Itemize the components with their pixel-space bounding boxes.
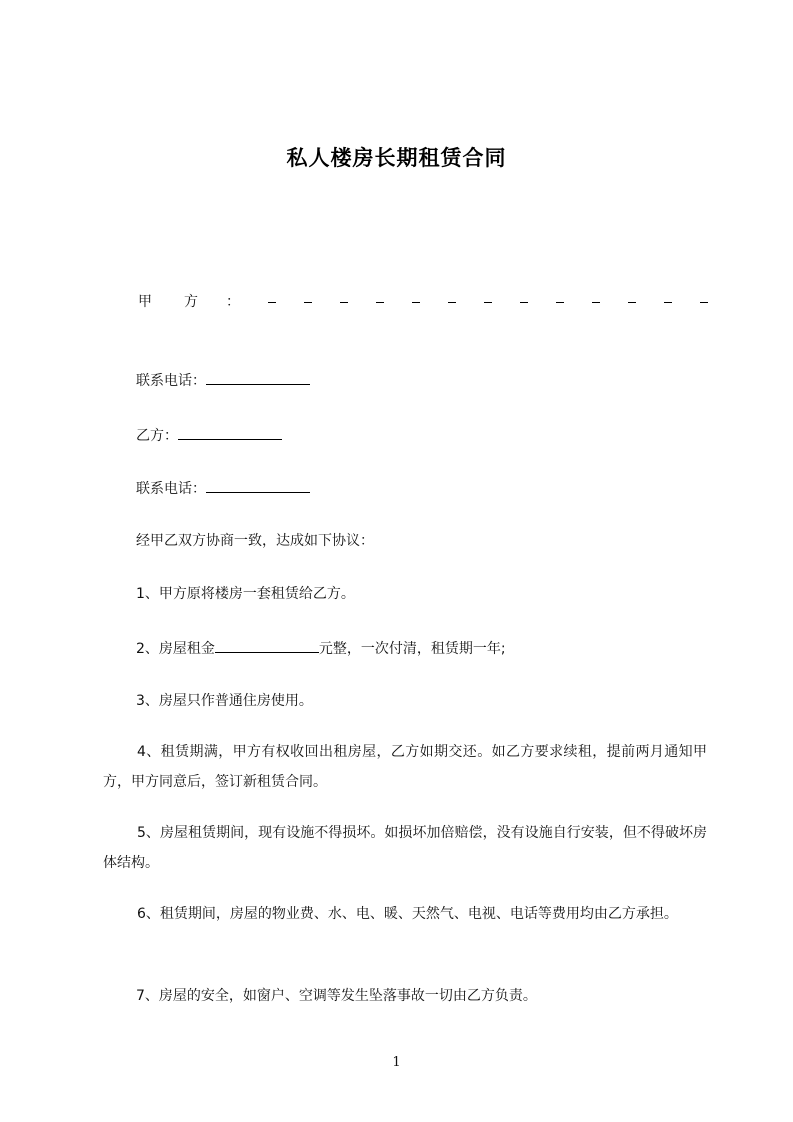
party-a-colon: ： [226,294,240,310]
clause-2-suffix: 元整，一次付清，租赁期一年; [318,641,506,657]
intro-text: 经甲乙双方协商一致，达成如下协议： [136,533,374,549]
party-b-line [136,425,282,446]
clause-2 [136,638,506,659]
clause-1: 1、甲方原将楼房一套租赁给乙方。 [136,586,355,602]
page-title: 私人楼房长期租赁合同 [286,146,507,170]
rent-amount-blank[interactable] [215,638,319,653]
contact-a-line [136,370,310,391]
clause-7: 7、房屋的安全，如窗户、空调等发生坠落事故一切由乙方负责。 [136,988,537,1004]
contact-a-label: 联系电话： [136,373,206,389]
clause-6: 6、租赁期间，房屋的物业费、水、电、暖、天然气、电视、电话等费用均由乙方承担。 [137,906,678,922]
contact-a-blank[interactable] [206,370,310,385]
party-b-blank[interactable] [178,425,282,440]
contact-b-blank[interactable] [206,478,310,493]
clause-5: 5、房屋租赁期间，现有设施不得损坏。如损坏加倍赔偿，没有设施自行安装，但不得破坏房体结构。 [103,825,707,871]
clause-3: 3、房屋只作普通住房使用。 [136,693,313,709]
clause-2-prefix: 2、房屋租金 [136,641,215,657]
clause-4: 4、租赁期满，甲方有权收回出租房屋，乙方如期交还。如乙方要求续租，提前两月通知甲方，甲方同意后，签订新租赁合同。 [103,744,707,790]
party-a-blank-line[interactable] [268,300,708,302]
contact-b-label: 联系电话： [136,481,206,497]
party-a-char-1: 甲 [138,294,152,310]
party-b-label: 乙方： [136,428,178,444]
party-a-char-2: 方 [184,294,198,310]
page-number: 1 [392,1055,401,1070]
contact-b-line [136,478,310,499]
